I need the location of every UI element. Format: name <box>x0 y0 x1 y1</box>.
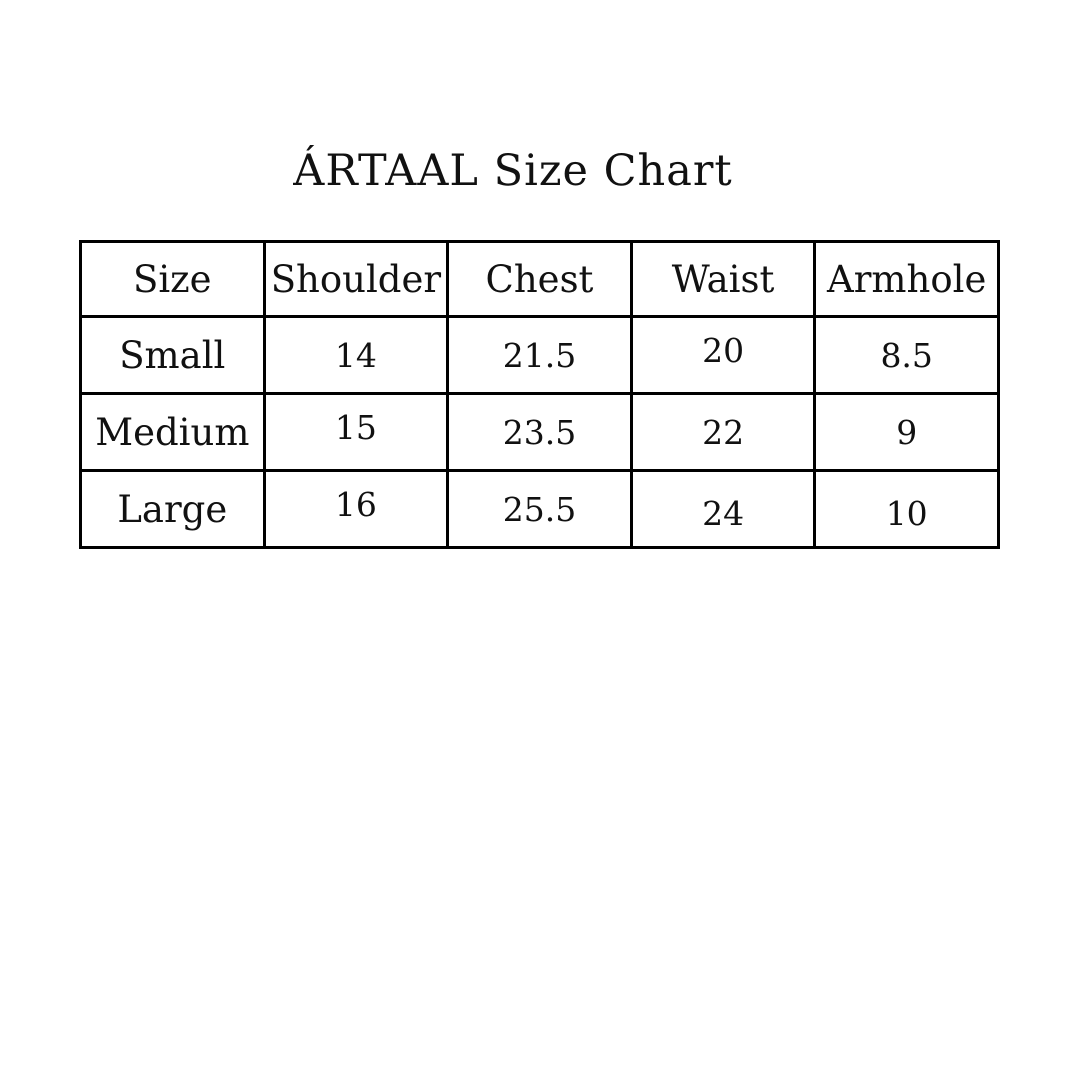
column-header-size: Size <box>81 242 265 317</box>
cell-large-chest: 25.5 <box>448 471 632 548</box>
cell-large-waist: 24 <box>631 471 815 548</box>
cell-medium-waist: 22 <box>631 394 815 471</box>
cell-small-shoulder: 14 <box>264 317 448 394</box>
column-header-shoulder: Shoulder <box>264 242 448 317</box>
column-header-waist: Waist <box>631 242 815 317</box>
column-header-chest: Chest <box>448 242 632 317</box>
cell-large-armhole: 10 <box>815 471 999 548</box>
cell-medium-shoulder: 15 <box>264 394 448 471</box>
cell-small-waist: 20 <box>631 317 815 394</box>
header-row <box>81 242 999 317</box>
cell-medium-size: Medium <box>81 394 265 471</box>
size-chart-body <box>81 317 999 548</box>
size-chart-header <box>81 242 999 317</box>
column-header-armhole: Armhole <box>815 242 999 317</box>
size-chart-table <box>79 240 1000 549</box>
cell-large-shoulder: 16 <box>264 471 448 548</box>
cell-small-armhole: 8.5 <box>815 317 999 394</box>
table-row-small <box>81 317 999 394</box>
cell-medium-chest: 23.5 <box>448 394 632 471</box>
cell-small-size: Small <box>81 317 265 394</box>
table-row-large <box>81 471 999 548</box>
page-title: ÁRTAAL Size Chart <box>293 146 733 196</box>
cell-medium-armhole: 9 <box>815 394 999 471</box>
cell-small-chest: 21.5 <box>448 317 632 394</box>
table-row-medium <box>81 394 999 471</box>
cell-large-size: Large <box>81 471 265 548</box>
